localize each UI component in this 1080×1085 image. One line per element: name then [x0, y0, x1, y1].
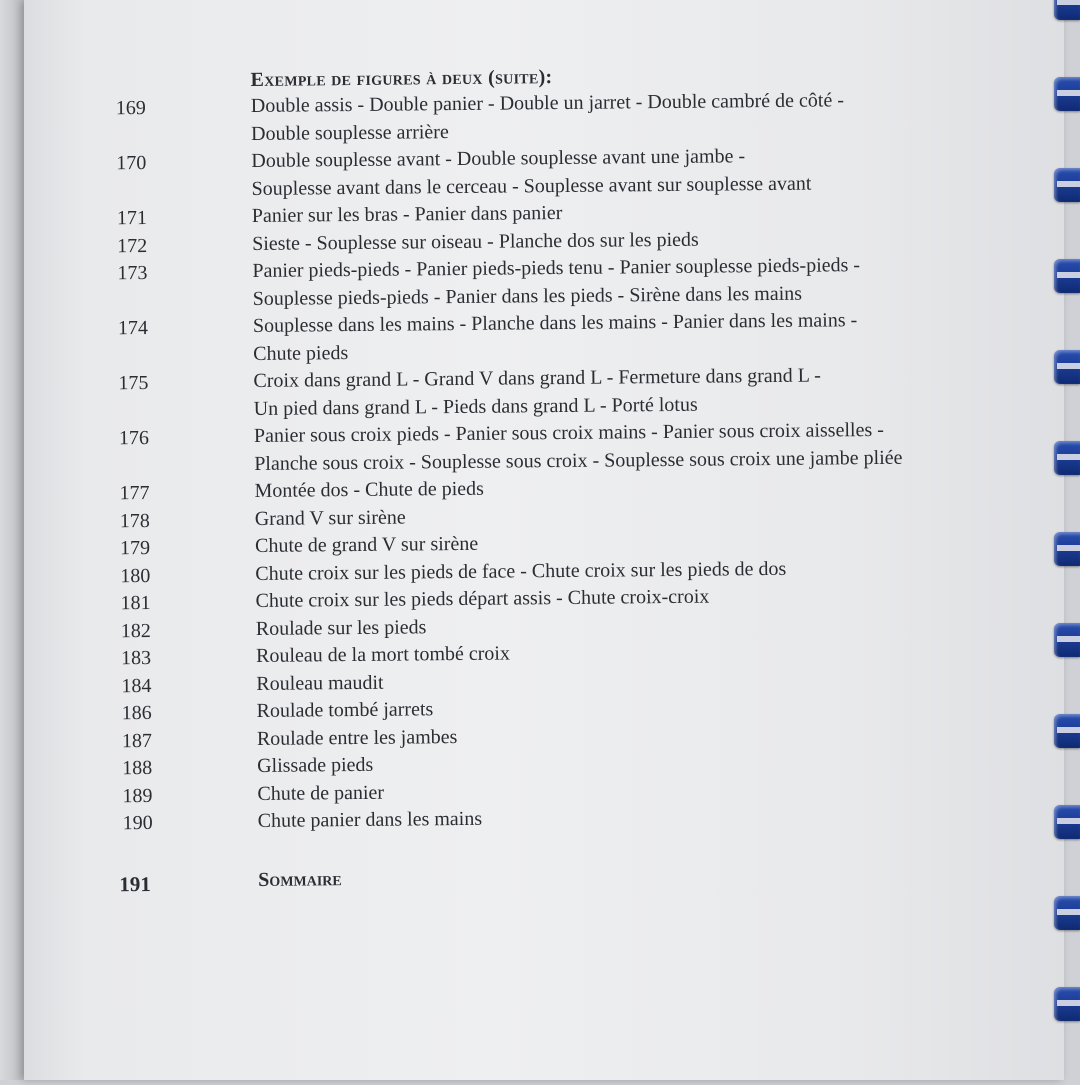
toc-page-number: 186: [121, 701, 152, 725]
toc-page-number: 174: [117, 316, 149, 340]
page-content: [19, 0, 1069, 1085]
toc-entry-text: [251, 86, 1011, 148]
toc-page-number: 181: [120, 591, 151, 615]
toc-entry-text: [258, 801, 1018, 836]
toc-page-number: 190: [122, 811, 153, 835]
toc-page-number: 183: [121, 646, 152, 670]
toc-page-number: 175: [118, 371, 149, 395]
spiral-coil: [1054, 987, 1080, 1021]
spiral-coil: [1054, 350, 1080, 384]
toc-entry-line: Roulade tombé jarrets: [256, 698, 434, 722]
toc-page-number: 184: [121, 674, 152, 697]
toc-entry-text: [253, 361, 1013, 423]
toc-entry-line: Un pied dans grand L - Pieds dans grand L - Porté lotus: [253, 393, 698, 420]
spiral-coil: [1054, 168, 1080, 202]
toc-entry-text: [252, 251, 1012, 313]
toc-entry-line: Rouleau de la mort tombé croix: [255, 642, 511, 667]
toc-page-number: 189: [122, 784, 153, 807]
toc-page-number: 171: [116, 206, 147, 230]
toc-page-number: 182: [120, 619, 151, 642]
section-heading: Exemple de figures à deux (suite):: [250, 66, 553, 91]
toc-entry-line: Roulade entre les jambes: [256, 725, 458, 750]
toc-entry-line: Souplesse avant dans le cerceau - Souplesse avant sur souplesse avant: [251, 172, 812, 200]
toc-entry-line: Croix dans grand L - Grand V dans grand L - Fermeture dans grand L -: [253, 364, 821, 392]
toc-page-number: 176: [118, 426, 150, 450]
toc-entry-text: [251, 141, 1011, 203]
toc-entry-line: Panier sur les bras - Panier dans panier: [251, 202, 563, 227]
sommaire-title: Sommaire: [258, 868, 342, 891]
toc-page-number: 188: [122, 756, 153, 780]
toc-entry-line: Montée dos - Chute de pieds: [254, 477, 485, 502]
toc-entry-line: Chute pieds: [253, 341, 349, 365]
toc-page-number: 173: [117, 261, 148, 285]
sommaire-page-number: 191: [119, 871, 151, 897]
toc-page-number: 180: [120, 564, 151, 587]
toc-page-number: 179: [119, 536, 151, 560]
toc-entry-line: Souplesse dans les mains - Planche dans les mains - Panier dans les mains -: [252, 309, 858, 337]
toc-entry-line: Double assis - Double panier - Double un jarret - Double cambré de côté -: [250, 89, 845, 117]
toc-entry-line: Grand V sur sirène: [254, 506, 406, 530]
spiral-coil: [1054, 623, 1080, 657]
spiral-coil: [1054, 259, 1080, 293]
toc-entry-text: [254, 416, 1014, 478]
toc-entry-line: Chute croix sur les pieds de face - Chute croix sur les pieds de dos: [255, 557, 787, 585]
toc-entry-line: Roulade sur les pieds: [255, 615, 427, 640]
toc-entry-line: Panier sous croix pieds - Panier sous croix mains - Panier sous croix aisselles -: [253, 418, 884, 447]
toc-entry-line: Chute panier dans les mains: [257, 807, 483, 832]
toc-entry-line: Chute de panier: [257, 781, 385, 805]
book-page: [24, 0, 1064, 1080]
toc-entry-line: Double souplesse avant - Double souplesse avant une jambe -: [251, 145, 746, 172]
toc-page-number: 170: [116, 151, 147, 175]
spiral-coil: [1054, 714, 1080, 748]
toc-page-number: 178: [119, 509, 150, 532]
toc-entry-line: Chute croix sur les pieds départ assis - Chute croix-croix: [255, 585, 710, 612]
toc-page-number: 172: [117, 234, 148, 257]
spiral-coil: [1054, 532, 1080, 566]
toc-entry-line: Rouleau maudit: [256, 671, 384, 695]
toc-page-number: 177: [119, 481, 150, 505]
spiral-coil: [1054, 805, 1080, 839]
toc-entry-line: Double souplesse arrière: [250, 120, 449, 145]
toc-entry-line: Planche sous croix - Souplesse sous croix - Souplesse sous croix une jambe pliée: [254, 446, 903, 475]
toc-entry-line: Glissade pieds: [257, 753, 374, 777]
toc-entry-line: Chute de grand V sur sirène: [254, 532, 479, 557]
toc-page-number: 169: [115, 96, 146, 120]
spiral-coil: [1054, 0, 1080, 20]
toc-page-number: 187: [121, 729, 153, 752]
spiral-coil: [1054, 77, 1080, 111]
toc-entry-text: [253, 306, 1013, 368]
spiral-coil: [1054, 896, 1080, 930]
spiral-coil: [1054, 441, 1080, 475]
spiral-binding: [1050, 0, 1080, 1080]
toc-entry-line: Sieste - Souplesse sur oiseau - Planche dos sur les pieds: [252, 228, 699, 255]
toc-entry-line: Panier pieds-pieds - Panier pieds-pieds tenu - Panier souplesse pieds-pieds -: [252, 254, 861, 282]
toc-entry-line: Souplesse pieds-pieds - Panier dans les pieds - Sirène dans les mains: [252, 282, 803, 310]
